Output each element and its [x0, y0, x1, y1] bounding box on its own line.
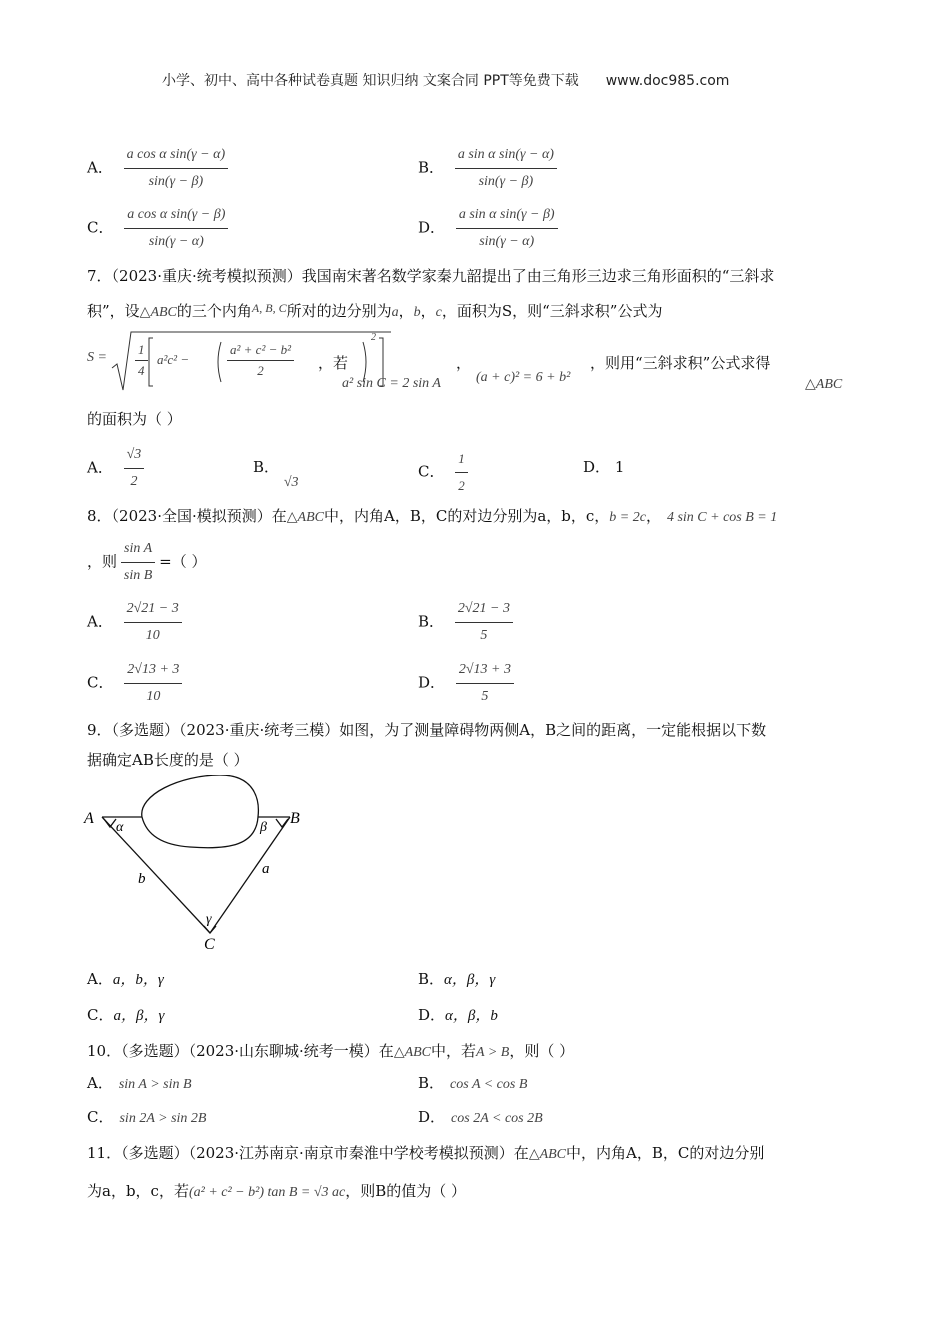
option-value: sin 2A > sin 2B	[119, 1111, 207, 1126]
text: 中，若	[431, 1042, 477, 1060]
header-text: 小学、初中、高中各种试卷真题 知识归纳 文案合同 PPT等免费下载	[162, 73, 579, 89]
triangle-symbol: △ABC	[393, 1045, 432, 1060]
option-value: α，β，γ	[444, 972, 496, 988]
q11-stem-line2	[87, 1180, 466, 1204]
option-label: B．	[418, 612, 445, 631]
q7-option-b[interactable]	[253, 456, 299, 490]
option-label: C．	[87, 1108, 114, 1126]
q7-condition-1: a² sin C = 2 sin A	[342, 376, 441, 391]
q10-option-d[interactable]	[418, 1106, 543, 1130]
denominator: sin(γ − α)	[479, 234, 535, 249]
option-label: A．	[87, 970, 113, 988]
q6-option-c[interactable]	[87, 204, 228, 253]
text: ，则	[87, 552, 118, 571]
option-label: C．	[418, 462, 445, 481]
numerator: 2√21 − 3	[455, 598, 513, 623]
denominator: 10	[146, 689, 161, 704]
text: ，则（ ）	[509, 1042, 575, 1060]
q7-stem-line3: 的面积为（ ）	[87, 410, 182, 428]
option-value: a，b，γ	[112, 972, 164, 988]
denominator: 2	[257, 363, 264, 378]
option-label: B．	[253, 458, 280, 476]
q9-option-a[interactable]	[87, 968, 164, 991]
q9-option-b[interactable]	[418, 968, 495, 991]
numerator: a² + c² − b²	[227, 342, 294, 361]
numerator: 1	[458, 451, 465, 466]
q7-condition-2: (a + c)² = 6 + b²	[476, 370, 571, 385]
condition: A > B	[476, 1045, 510, 1060]
q10-option-b[interactable]	[418, 1072, 527, 1096]
denominator: sin(γ − α)	[148, 234, 204, 249]
denominator: 5	[480, 628, 488, 643]
text: 8．（2023·全国·模拟预测）在	[87, 507, 287, 525]
q10-option-a[interactable]	[87, 1072, 192, 1096]
q8-option-c[interactable]	[87, 659, 182, 708]
q10-option-c[interactable]	[87, 1106, 206, 1130]
option-label: D．	[418, 218, 446, 237]
q8-stem-line2	[87, 538, 207, 587]
fig-label-c: C	[204, 936, 215, 953]
term: a²c² −	[157, 352, 190, 367]
fig-label-a: A	[84, 810, 94, 827]
condition: b = 2c	[609, 510, 646, 525]
option-label: C．	[87, 1006, 114, 1024]
numerator: 2√13 + 3	[456, 659, 514, 684]
q6-option-d[interactable]	[418, 204, 558, 253]
fig-alpha: α	[116, 820, 124, 835]
q9-option-c[interactable]	[87, 1004, 164, 1027]
formula-lhs: S =	[87, 350, 107, 365]
option-value: cos 2A < cos 2B	[451, 1111, 543, 1126]
text: 积”，设	[87, 302, 140, 320]
q7-tail: ，则用“三斜求积”公式求得	[590, 354, 771, 372]
q8-stem-line1	[87, 505, 777, 529]
denominator: 5	[481, 689, 489, 704]
text: 10．（多选题）（2023·山东聊城·统考一模）在	[87, 1042, 394, 1060]
var-a: a	[391, 305, 399, 320]
q7-option-a[interactable]	[87, 444, 144, 493]
q8-option-a[interactable]	[87, 598, 182, 647]
numerator: 1	[135, 342, 148, 361]
fig-gamma: γ	[206, 912, 212, 927]
q7-stem-line1: 7．（2023·重庆·统考模拟预测）我国南宋著名数学家秦九韶提出了由三角形三边求三角形面积的“三斜求	[87, 267, 775, 285]
numerator: 2√13 + 3	[124, 659, 182, 684]
obstacle-shape	[142, 775, 259, 848]
option-value: 1	[614, 458, 625, 476]
exponent: 2	[371, 332, 376, 343]
option-label: A．	[87, 1074, 113, 1092]
text: 11．（多选题）（2023·江苏南京·南京市秦淮中学校考模拟预测）在	[87, 1144, 529, 1162]
numerator: a sin α sin(γ − α)	[455, 144, 557, 169]
triangle-symbol: △ABC	[139, 305, 177, 320]
option-label: B．	[418, 158, 445, 177]
text: ，面积为S，则“三斜求积”公式为	[441, 302, 663, 320]
numerator: sin A	[121, 538, 155, 563]
option-value: cos A < cos B	[450, 1077, 528, 1092]
condition: (a² + c² − b²) tan B = √3 ac	[188, 1185, 346, 1200]
angles: A, B, C	[251, 301, 287, 315]
q8-option-d[interactable]	[418, 659, 514, 708]
q6-option-b[interactable]	[418, 144, 557, 193]
q7-option-d[interactable]	[583, 456, 624, 478]
option-label: A．	[87, 458, 113, 477]
option-label: C．	[87, 673, 114, 692]
triangle-symbol: △ABC	[286, 510, 324, 525]
q7-triangle: △ABC	[805, 377, 843, 392]
option-value: α，β，b	[445, 1008, 498, 1024]
option-label: B．	[418, 970, 445, 988]
option-label: D．	[418, 1108, 446, 1126]
q11-stem-line1	[87, 1142, 764, 1166]
numerator: √3	[124, 444, 145, 469]
q8-option-b[interactable]	[418, 598, 513, 647]
option-label: D．	[583, 458, 611, 476]
denominator: sin(γ − β)	[478, 174, 534, 189]
text: =（ ）	[159, 552, 207, 571]
q7-comma: ，	[456, 354, 472, 372]
text: 的三个内角	[176, 302, 252, 320]
text: 中，内角A，B，C的对边分别	[566, 1144, 765, 1162]
numerator: a cos α sin(γ − α)	[124, 144, 229, 169]
q7-stem-line2	[87, 297, 662, 324]
option-label: B．	[418, 1074, 445, 1092]
denominator: 4	[138, 363, 145, 378]
numerator: 2√21 − 3	[124, 598, 182, 623]
numerator: a sin α sin(γ − β)	[456, 204, 558, 229]
text: 为a，b，c，若	[87, 1182, 189, 1200]
condition: 4 sin C + cos B = 1	[666, 510, 778, 525]
var-c: c	[435, 305, 442, 320]
q9-stem-line2: 据确定AB长度的是（ ）	[87, 751, 249, 769]
q6-option-a[interactable]	[87, 144, 228, 193]
sep: ，	[645, 507, 661, 525]
option-label: A．	[87, 158, 113, 177]
option-value: √3	[283, 475, 299, 490]
q10-stem	[87, 1040, 574, 1064]
triangle-diagram	[80, 775, 320, 955]
site-header	[162, 70, 729, 90]
q7-option-c[interactable]	[418, 448, 468, 497]
text: 中，内角A，B，C的对边分别为a，b，c，	[323, 507, 610, 525]
option-label: D．	[418, 1006, 446, 1024]
option-value: sin A > sin B	[118, 1077, 192, 1092]
q7-ruo: ，若	[318, 354, 349, 372]
q9-option-d[interactable]	[418, 1004, 498, 1027]
header-url[interactable]: www.doc985.com	[605, 73, 730, 89]
triangle-symbol: △ABC	[528, 1147, 567, 1162]
fig-side-b: b	[138, 871, 146, 887]
text: 所对的边分别为	[286, 302, 392, 320]
q9-stem-line1: 9．（多选题）（2023·重庆·统考三模）如图，为了测量障碍物两侧A，B之间的距离，一定能根据以下数	[87, 721, 767, 739]
fig-beta: β	[260, 820, 267, 835]
denominator: 10	[145, 628, 160, 643]
option-label: C．	[87, 218, 114, 237]
option-label: D．	[418, 673, 446, 692]
var-b: b	[413, 305, 421, 320]
fig-label-b: B	[290, 810, 300, 827]
denominator: 2	[130, 474, 138, 489]
denominator: sin(γ − β)	[148, 174, 204, 189]
text: ，则B的值为（ ）	[345, 1182, 467, 1200]
fig-side-a: a	[262, 861, 270, 877]
sep: ，	[398, 302, 414, 320]
sep: ，	[420, 302, 436, 320]
numerator: a cos α sin(γ − β)	[124, 204, 228, 229]
denominator: 2	[455, 472, 468, 497]
option-label: A．	[87, 612, 113, 631]
denominator: sin B	[123, 568, 153, 583]
option-value: a，β，γ	[113, 1008, 165, 1024]
